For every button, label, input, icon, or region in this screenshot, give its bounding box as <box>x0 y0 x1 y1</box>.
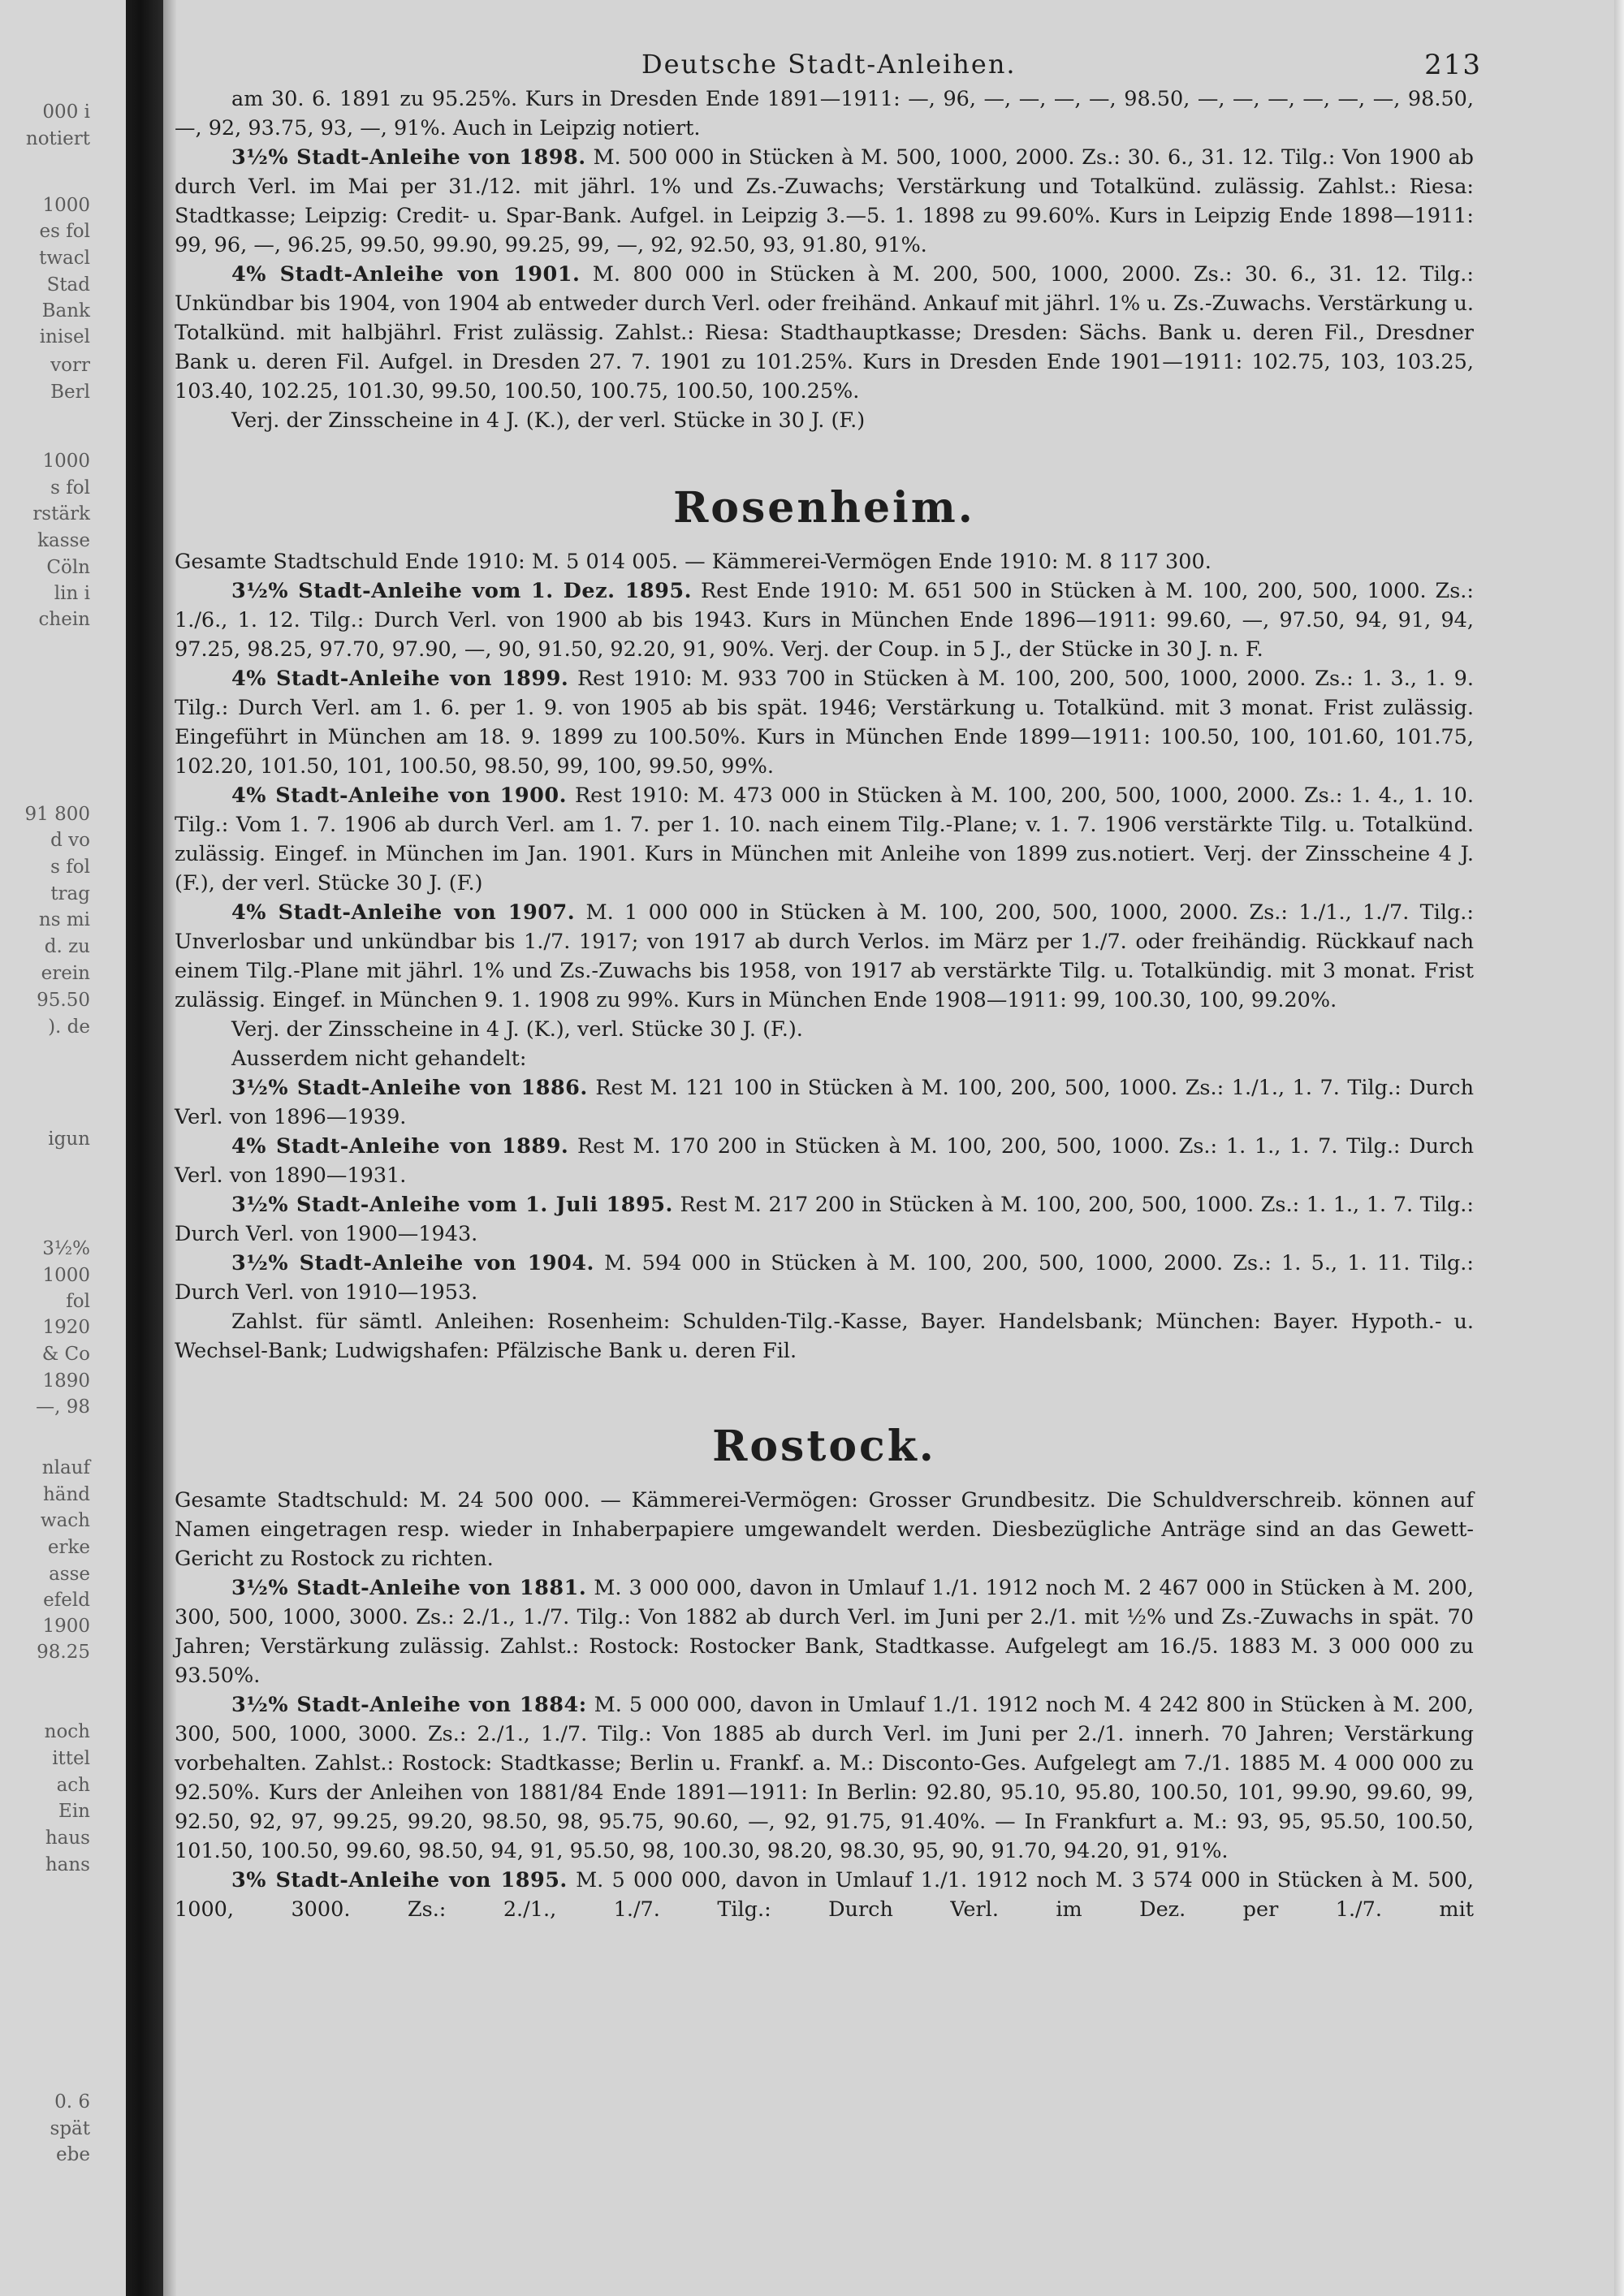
margin-fragment: Stad <box>46 274 90 296</box>
margin-fragment: efeld <box>43 1590 90 1611</box>
loan-title: 3½% Stadt-Anleihe von 1904. <box>231 1251 594 1275</box>
margin-fragment: Berl <box>50 382 90 403</box>
margin-fragment: —, 98 <box>36 1396 90 1418</box>
loan-entry: 3½% Stadt-Anleihe von 1881. M. 3 000 000, davon in Umlauf 1./1. 1912 noch M. 2 467 000 in Stücken à M. 200, 300, 500, 1000, 3000. Zs.: 2./1., 1./7. Tilg.: Von 1882 ab durch Verl. im Juni per 2./1. mit ½% und Zs.-Zuwachs in spät. 70 Jahren; Verstärkung zulässig. Zahlst.: Rostock: Rostocker Bank, Stadtkasse. Aufgelegt am 16./5. 1883 M. 3 000 000 zu 93.50%. <box>175 1576 1474 1688</box>
margin-fragment: vorr <box>50 355 90 376</box>
loan-entry: 4% Stadt-Anleihe von 1907. M. 1 000 000 in Stücken à M. 100, 200, 500, 1000, 2000. Zs.: 1./1., 1./7. Tilg.: Unverlosbar und unkündbar bis 1./7. 1917; von 1917 ab durch Verlos. im März per 1./7. oder freihändig. Rückkauf nach einem Tilg.-Plane mit jährl. 1% und Zs.-Zuwachs bis 1958, von 1917 ab verstärkte Tilg. u. Totalkündig. mit 3 monat. Frist zulässig. Eingef. in München 9. 1. 1908 zu 99%. Kurs in München Ende 1908—1911: 99, 100.30, 100, 99.20%. <box>175 900 1474 1012</box>
loan-title: 3½% Stadt-Anleihe von 1886. <box>231 1076 588 1100</box>
margin-fragment: Bank <box>41 300 90 322</box>
loan-entry: 4% Stadt-Anleihe von 1889. Rest M. 170 200 in Stücken à M. 100, 200, 500, 1000. Zs.: 1. 1., 1. 7. Tilg.: Durch Verl. von 1890—1931. <box>175 1134 1474 1188</box>
text-paragraph: Ausserdem nicht gehandelt: <box>231 1047 527 1071</box>
margin-fragment: noch <box>44 1721 90 1742</box>
margin-fragment: 1890 <box>42 1370 90 1392</box>
text-paragraph: Zahlst. für sämtl. Anleihen: Rosenheim: Schulden-Tilg.-Kasse, Bayer. Handelsbank; München: Bayer. Hypoth.- u. Wechsel-Bank; Ludwigshafen: Pfälzische Bank u. deren Fil. <box>175 1310 1474 1363</box>
loan-title: 4% Stadt-Anleihe von 1899. <box>231 667 569 691</box>
margin-fragment: hans <box>45 1854 90 1875</box>
text-paragraph: Verj. der Zinsscheine in 4 J. (K.), der verl. Stücke in 30 J. (F.) <box>231 408 866 433</box>
page-edge <box>1614 0 1624 2296</box>
loan-title: 3½% Stadt-Anleihe vom 1. Dez. 1895. <box>231 579 693 603</box>
text-paragraph: am 30. 6. 1891 zu 95.25%. Kurs in Dresden Ende 1891—1911: —, 96, —, —, —, —, 98.50, —, —, —, —, —, —, 98.50, —, 92, 93.75, 93, —, 91%. Auch in Leipzig notiert. <box>175 87 1474 140</box>
margin-fragment: asse <box>49 1564 90 1585</box>
loan-entry: 3½% Stadt-Anleihe von 1904. M. 594 000 in Stücken à M. 100, 200, 500, 1000, 2000. Zs.: 1. 5., 1. 11. Tilg.: Durch Verl. von 1910—1953. <box>175 1251 1475 1305</box>
running-head <box>175 49 1482 84</box>
loan-entry: 4% Stadt-Anleihe von 1900. Rest 1910: M. 473 000 in Stücken à M. 100, 200, 500, 1000, 2000. Zs.: 1. 4., 1. 10. Tilg.: Vom 1. 7. 1906 ab durch Verl. am 1. 7. per 1. 10. nach einem Tilg.-Plane; v. 1. 7. 1906 verstärkte Tilg. u. Totalkünd. zulässig. Eingef. in München im Jan. 1901. Kurs in München mit Anleihe von 1899 zus.notiert. Verj. der Zinsscheine 4 J. (F.), der verl. Stücke 30 J. (F.) <box>175 783 1474 896</box>
loan-entry: 3½% Stadt-Anleihe vom 1. Juli 1895. Rest M. 217 200 in Stücken à M. 100, 200, 500, 1000. Zs.: 1. 1., 1. 7. Tilg.: Durch Verl. von 1900—1943. <box>175 1193 1474 1246</box>
margin-fragment: rstärk <box>32 503 90 524</box>
margin-fragment: 1000 <box>42 451 90 472</box>
margin-fragment: lin i <box>54 583 90 604</box>
page-number: 213 <box>1424 49 1482 81</box>
loan-entry: 3½% Stadt-Anleihe von 1886. Rest M. 121 100 in Stücken à M. 100, 200, 500, 1000. Zs.: 1./1., 1. 7. Tilg.: Durch Verl. von 1896—1939. <box>175 1076 1475 1129</box>
margin-fragment: händ <box>42 1484 90 1505</box>
margin-fragment: 95.50 <box>37 990 90 1011</box>
margin-fragment: Ein <box>58 1801 90 1822</box>
loan-title: 4% Stadt-Anleihe von 1907. <box>231 900 576 925</box>
margin-fragment: inisel <box>39 326 90 347</box>
loan-title: 3½% Stadt-Anleihe vom 1. Juli 1895. <box>231 1193 673 1217</box>
loan-entry: 3½% Stadt-Anleihe vom 1. Dez. 1895. Rest Ende 1910: M. 651 500 in Stücken à M. 100, 200, 500, 1000. Zs.: 1./6., 1. 12. Tilg.: Durch Verl. von 1900 ab bis 1943. Kurs in München Ende 1896—1911: 99.60, —, 97.50, 94, 91, 94, 97.25, 98.25, 97.70, 97.90, —, 90, 91.50, 92.20, 91, 90%. Verj. der Coup. in 5 J., der Stücke in 30 J. n. F. <box>175 579 1474 662</box>
margin-fragment: ittel <box>52 1748 90 1769</box>
margin-fragment: & Co <box>41 1344 90 1365</box>
loan-entry: 3½% Stadt-Anleihe von 1884: M. 5 000 000, davon in Umlauf 1./1. 1912 noch M. 4 242 800 in Stücken à M. 200, 300, 500, 1000, 3000. Zs.: 2./1., 1./7. Tilg.: Von 1885 ab durch Verl. im Juni per 2./1. innerh. 70 Jahren; Verstärkung vorbehalten. Zahlst.: Rostock: Stadtkasse; Berlin u. Frankf. a. M.: Disconto-Ges. Aufgelegt am 7./1. 1885 M. 4 000 000 zu 92.50%. Kurs der Anleihen von 1881/84 Ende 1891—1911: In Berlin: 92.80, 95.10, 95.80, 100.50, 101, 99.90, 99.60, 99, 92.50, 92, 97, 99.25, 99.20, 98.50, 98, 95.75, 90.60, —, 92, 91.75, 91.40%. — In Frankfurt a. M.: 93, 95, 95.50, 100.50, 101.50, 100.50, 99.60, 98.50, 94, 91, 95.50, 98, 100.30, 98.20, 98.30, 95, 90, 91.70, 94.20, 91, 91%. <box>175 1693 1474 1863</box>
margin-fragment: ach <box>56 1775 90 1796</box>
loan-title: 3½% Stadt-Anleihe von 1881. <box>231 1576 587 1600</box>
margin-fragment: notiert <box>25 128 90 149</box>
margin-fragment: igun <box>48 1129 90 1150</box>
text-paragraph: Gesamte Stadtschuld Ende 1910: M. 5 014 005. — Kämmerei-Vermögen Ende 1910: M. 8 117 300. <box>175 550 1212 574</box>
margin-fragment: d vo <box>50 830 90 851</box>
margin-fragment: 98.25 <box>37 1642 90 1663</box>
text-body <box>175 84 1474 1924</box>
margin-fragment: ns mi <box>38 909 90 930</box>
margin-fragment: wach <box>40 1510 90 1531</box>
margin-fragment: spät <box>50 2118 90 2139</box>
margin-fragment: s fol <box>50 477 90 498</box>
margin-fragment: fol <box>66 1291 90 1312</box>
margin-fragment: Cöln <box>46 557 90 578</box>
margin-fragment: es fol <box>39 221 90 242</box>
margin-fragment: twacl <box>39 248 90 269</box>
loan-entry: 3½% Stadt-Anleihe von 1898. M. 500 000 in Stücken à M. 500, 1000, 2000. Zs.: 30. 6., 31. 12. Tilg.: Von 1900 ab durch Verl. im Mai per 31./12. mit jährl. 1% und Zs.-Zuwachs; Verstärkung und Totalkünd. zulässig. Zahlst.: Riesa: Stadtkasse; Leipzig: Credit- u. Spar-Bank. Aufgel. in Leipzig 3.—5. 1. 1898 zu 99.60%. Kurs in Leipzig Ende 1898—1911: 99, 96, —, 96.25, 99.50, 99.90, 99.25, 99, —, 92, 92.50, 93, 91.80, 91%. <box>175 145 1474 257</box>
loan-entry: 3% Stadt-Anleihe von 1895. M. 5 000 000, davon in Umlauf 1./1. 1912 noch M. 3 574 000 in Stücken à M. 500, 1000, 3000. Zs.: 2./1., 1./7. Tilg.: Durch Verl. im Dez. per 1./7. mit <box>175 1868 1474 1922</box>
margin-fragment: d. zu <box>44 936 90 957</box>
section-heading-rostock: Rostock. <box>712 1422 936 1471</box>
margin-fragment: 1900 <box>42 1616 90 1637</box>
book-spine-shadow <box>126 0 163 2296</box>
loan-title: 4% Stadt-Anleihe von 1900. <box>231 783 568 808</box>
loan-entry: 4% Stadt-Anleihe von 1901. M. 800 000 in Stücken à M. 200, 500, 1000, 2000. Zs.: 30. 6., 31. 12. Tilg.: Unkündbar bis 1904, von 1904 ab entweder durch Verl. oder freihänd. Ankauf mit jährl. 1% u. Zs.-Zuwachs. Verstärkung u. Totalkünd. mit halbjährl. Frist zulässig. Zahlst.: Riesa: Stadthauptkasse; Dresden: Sächs. Bank u. deren Fil., Dresdner Bank u. deren Fil. Aufgel. in Dresden 27. 7. 1901 zu 101.25%. Kurs in Dresden Ende 1901—1911: 102.75, 103, 103.25, 103.40, 102.25, 101.30, 99.50, 100.50, 100.75, 100.50, 100.25%. <box>175 262 1475 404</box>
margin-fragment: s fol <box>50 857 90 878</box>
loan-entry: 4% Stadt-Anleihe von 1899. Rest 1910: M. 933 700 in Stücken à M. 100, 200, 500, 1000, 2000. Zs.: 1. 3., 1. 9. Tilg.: Durch Verl. am 1. 6. per 1. 9. von 1905 ab bis spät. 1946; Verstärkung u. Totalkünd. mit 3 monat. Frist zulässig. Eingeführt in München am 18. 9. 1899 zu 100.50%. Kurs in München Ende 1899—1911: 100.50, 100, 101.60, 101.75, 102.20, 101.50, 101, 100.50, 98.50, 99, 100, 99.50, 99%. <box>175 667 1474 779</box>
margin-fragment: 1000 <box>42 1265 90 1286</box>
loan-title: 3½% Stadt-Anleihe von 1898. <box>231 145 586 170</box>
margin-fragment: 000 i <box>42 101 90 123</box>
section-heading-rosenheim: Rosenheim. <box>673 483 975 533</box>
loan-title: 4% Stadt-Anleihe von 1889. <box>231 1134 569 1159</box>
margin-fragment: erein <box>41 963 90 984</box>
text-paragraph: Verj. der Zinsscheine in 4 J. (K.), verl. Stücke 30 J. (F.). <box>231 1017 803 1042</box>
margin-fragment: trag <box>50 883 90 904</box>
margin-fragment: ebe <box>56 2144 90 2165</box>
margin-fragment: 1000 <box>42 195 90 216</box>
loan-title: 4% Stadt-Anleihe von 1901. <box>231 262 581 287</box>
margin-fragment: ). de <box>48 1016 90 1038</box>
page-content <box>175 49 1482 1924</box>
loan-title: 3% Stadt-Anleihe von 1895. <box>231 1868 568 1892</box>
margin-fragment: haus <box>45 1828 90 1849</box>
adjacent-page-margin <box>0 0 126 2296</box>
text-paragraph: Gesamte Stadtschuld: M. 24 500 000. — Kämmerei-Vermögen: Grosser Grundbesitz. Die Schuldverschreib. können auf Namen eingetragen resp. wieder in Inhaberpapiere umgewandelt werden. Diesbezügliche Anträge sind an das Gewett-Gericht zu Rostock zu richten. <box>175 1488 1474 1571</box>
margin-fragment: 91 800 <box>24 804 90 825</box>
margin-fragment: kasse <box>37 530 90 551</box>
margin-fragment: 3½% <box>42 1238 90 1259</box>
margin-fragment: chein <box>38 609 90 630</box>
running-head-title: Deutsche Stadt-Anleihen. <box>641 49 1017 80</box>
margin-fragment: 1920 <box>42 1317 90 1338</box>
margin-fragment: 0. 6 <box>54 2091 90 2113</box>
loan-title: 3½% Stadt-Anleihe von 1884: <box>231 1693 587 1717</box>
margin-fragment: nlauf <box>41 1457 90 1478</box>
margin-fragment: erke <box>47 1537 90 1558</box>
